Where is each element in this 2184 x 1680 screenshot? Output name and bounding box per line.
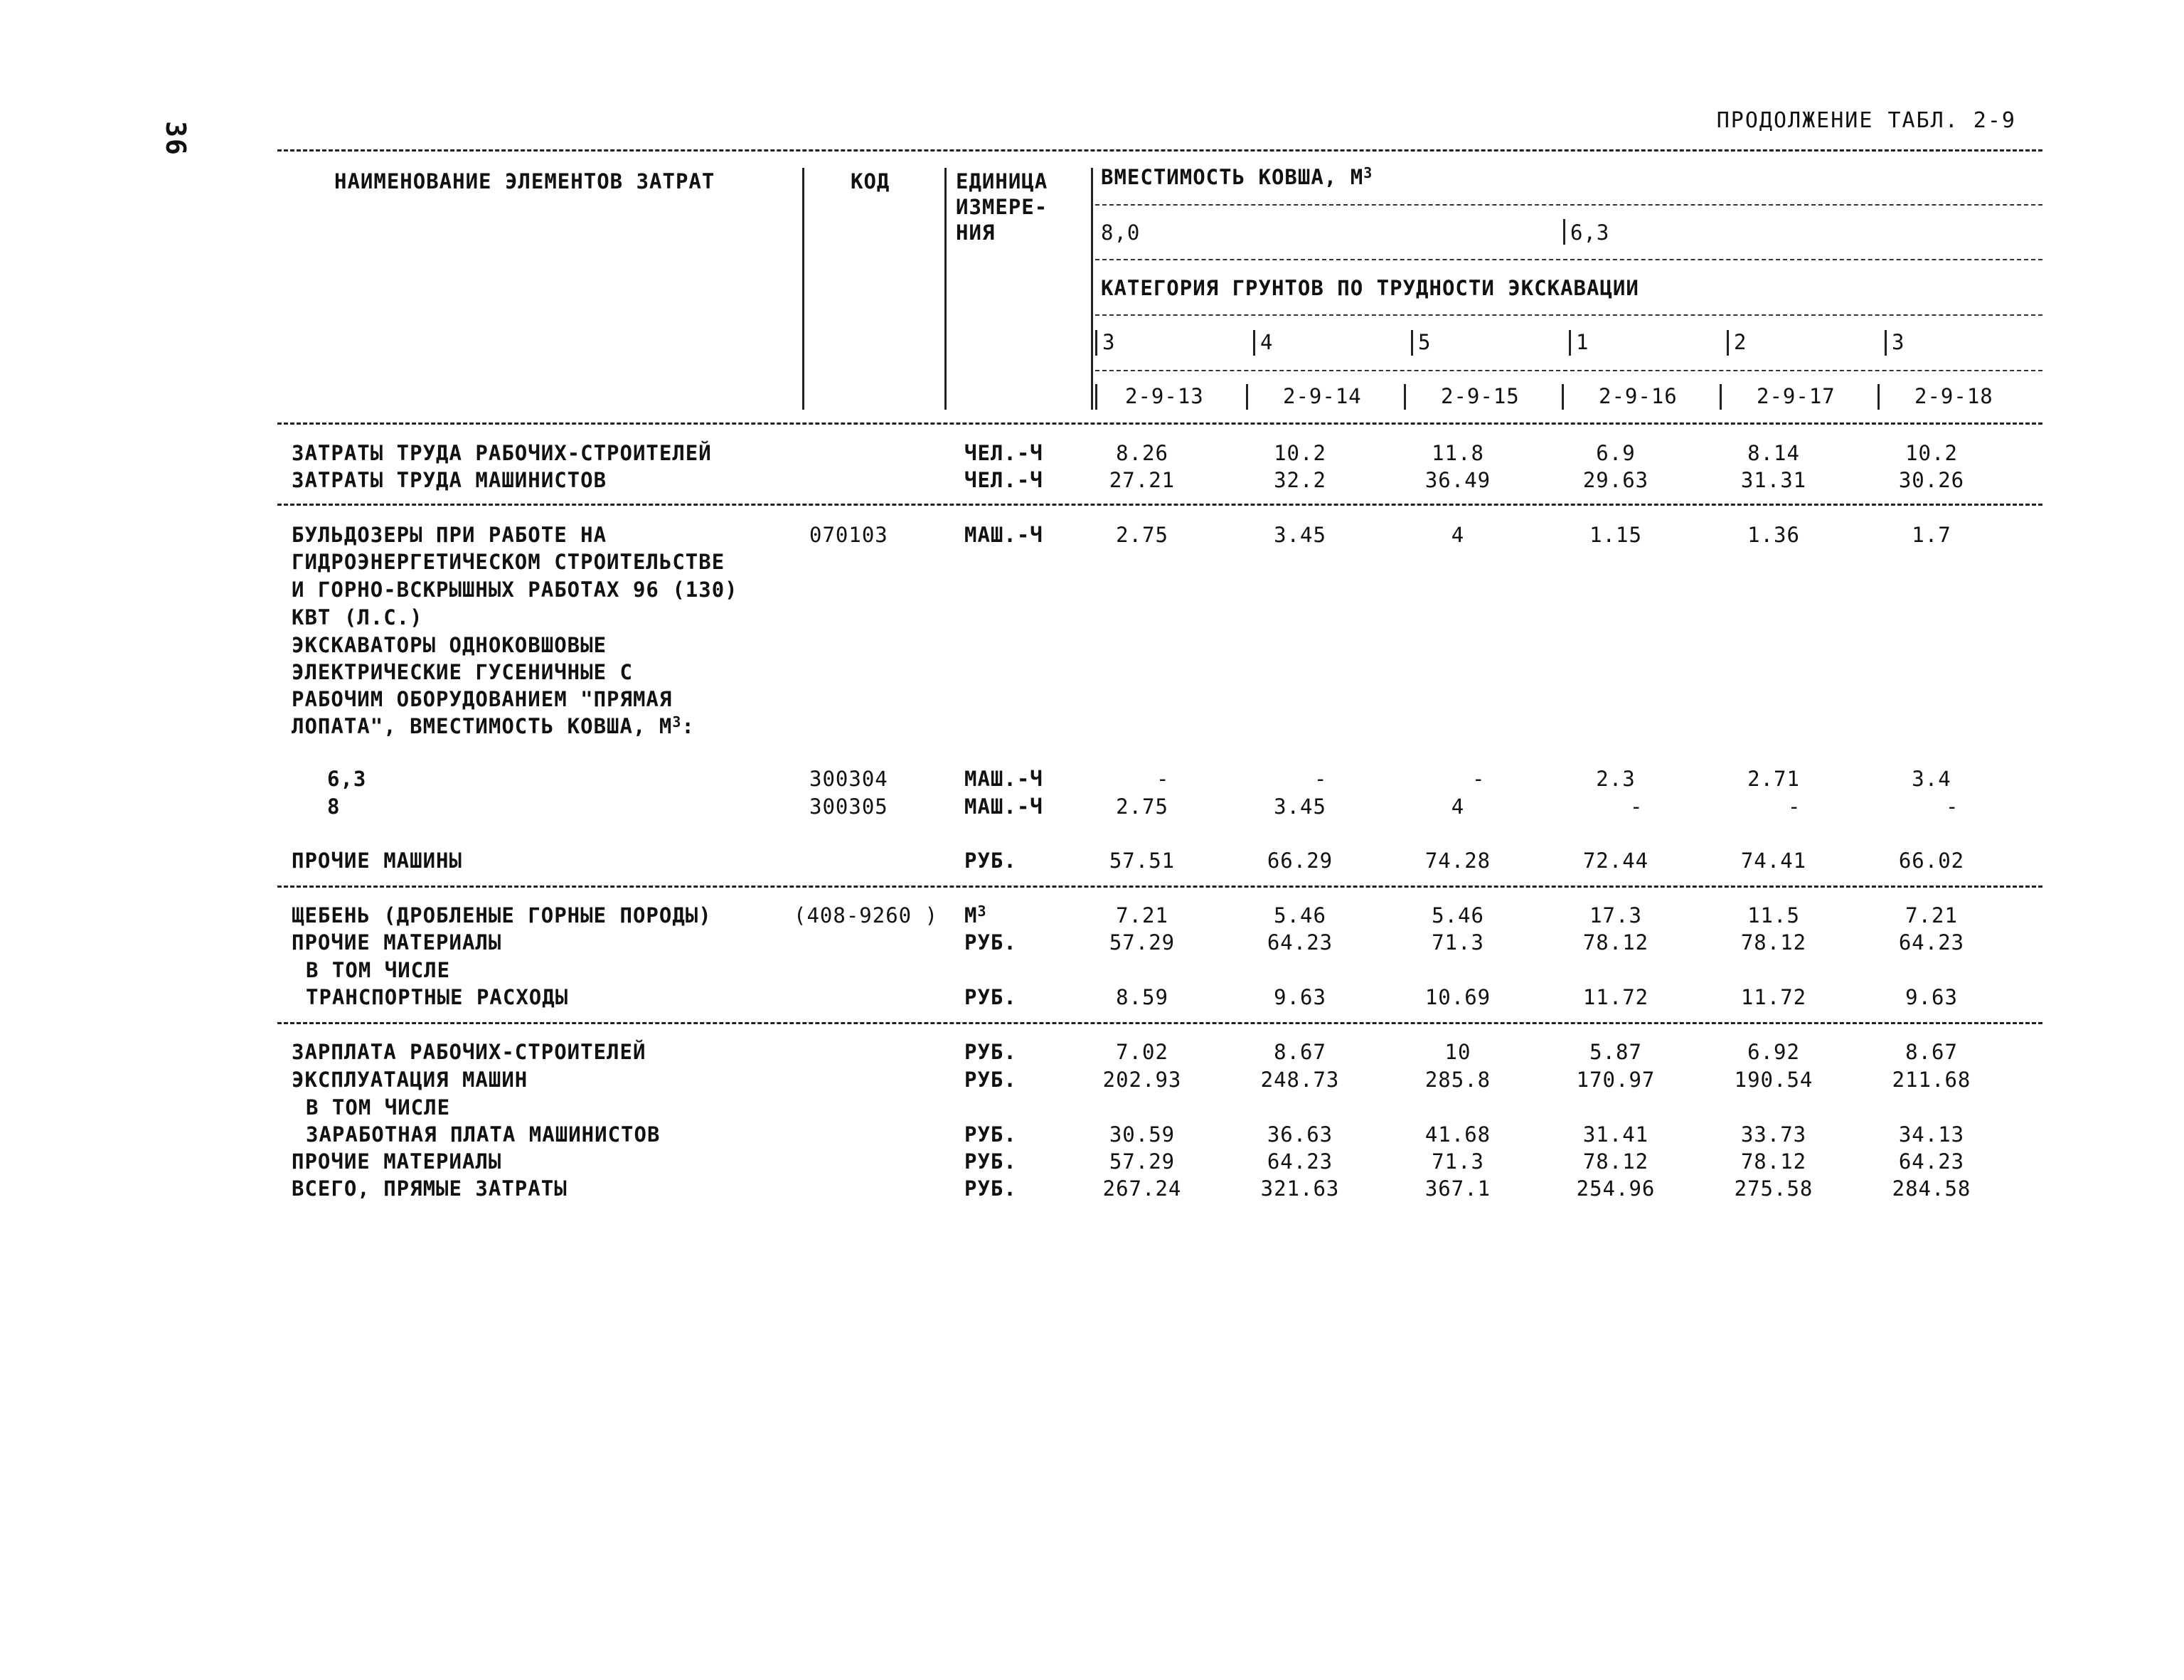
cell-value: 36.49: [1424, 468, 1491, 492]
header-unit-3: НИЯ: [956, 220, 996, 245]
cell-value: 8.26: [1116, 441, 1168, 465]
cell-value: 284.58: [1892, 1176, 1971, 1201]
cell-value: 7.02: [1116, 1040, 1168, 1064]
code-sep: [1095, 384, 1097, 410]
row-name: ПРОЧИЕ МАШИНЫ: [292, 849, 462, 873]
code-sep: [1720, 384, 1722, 410]
row-unit: ЧЕЛ.-Ч: [964, 441, 1043, 465]
cell-value: 2.75: [1116, 523, 1168, 547]
cell-value: 78.12: [1740, 930, 1807, 955]
cell-value: 1.15: [1589, 523, 1642, 547]
cell-value: 7.21: [1116, 903, 1168, 927]
cat-sep: [1885, 330, 1887, 356]
cell-value: 64.23: [1898, 1149, 1965, 1174]
cell-value: 72.44: [1582, 849, 1649, 873]
capacity-value-rule: [1095, 259, 2042, 260]
row-name: ЭЛЕКТРИЧЕСКИЕ ГУСЕНИЧНЫЕ С: [292, 660, 633, 684]
row-unit: МАШ.-Ч: [964, 794, 1043, 819]
capacity-8: 8,0: [1101, 220, 1141, 245]
category-number: 3: [1892, 330, 1905, 354]
cell-value: 17.3: [1589, 903, 1642, 927]
cat-sep: [1253, 330, 1255, 356]
cell-value: 1.7: [1912, 523, 1951, 547]
cell-value: 4: [1451, 794, 1465, 819]
category-number: 4: [1260, 330, 1274, 354]
cell-value: 33.73: [1740, 1122, 1807, 1147]
col-sep-1: [802, 168, 804, 410]
cell-value: 248.73: [1260, 1068, 1340, 1092]
cell-value: 8.67: [1274, 1040, 1326, 1064]
cell-value: 31.31: [1740, 468, 1807, 492]
cell-value: 254.96: [1576, 1176, 1656, 1201]
cell-value: 78.12: [1582, 930, 1649, 955]
cell-value: -: [1946, 794, 1959, 819]
cell-value: 41.68: [1424, 1122, 1491, 1147]
header-unit-2: ИЗМЕРЕ-: [956, 195, 1048, 219]
cell-value: 57.29: [1109, 1149, 1176, 1174]
norm-code: 2-9-14: [1283, 384, 1362, 408]
norm-code: 2-9-17: [1757, 384, 1836, 408]
cell-value: 5.46: [1432, 903, 1484, 927]
cell-value: 275.58: [1734, 1176, 1813, 1201]
norm-code: 2-9-16: [1599, 384, 1678, 408]
cell-value: 2.3: [1596, 767, 1636, 791]
cell-value: 5.87: [1589, 1040, 1642, 1064]
row-name: В ТОМ ЧИСЛЕ: [306, 958, 451, 982]
cell-value: 34.13: [1898, 1122, 1965, 1147]
cell-value: 2.71: [1747, 767, 1800, 791]
cell-value: 32.2: [1274, 468, 1326, 492]
cell-value: -: [1314, 767, 1328, 791]
code-sep: [1877, 384, 1880, 410]
col-sep-3: [1091, 168, 1093, 410]
cell-value: 190.54: [1734, 1068, 1813, 1092]
cell-value: 64.23: [1898, 930, 1965, 955]
category-number: 3: [1102, 330, 1116, 354]
cell-value: 27.21: [1109, 468, 1176, 492]
row-unit: РУБ.: [964, 1122, 1017, 1147]
cell-value: 8.67: [1905, 1040, 1958, 1064]
row-name: И ГОРНО-ВСКРЫШНЫХ РАБОТАХ 96 (130): [292, 578, 738, 602]
cell-value: 64.23: [1267, 1149, 1333, 1174]
cat-sep: [1095, 330, 1097, 356]
row-name: ЗАРПЛАТА РАБОЧИХ-СТРОИТЕЛЕЙ: [292, 1040, 646, 1064]
cell-value: 8.59: [1116, 985, 1168, 1009]
cell-value: 29.63: [1582, 468, 1649, 492]
row-name: ГИДРОЭНЕРГЕТИЧЕСКОМ СТРОИТЕЛЬСТВЕ: [292, 550, 725, 574]
category-rule: [1095, 314, 2042, 316]
header-category: КАТЕГОРИЯ ГРУНТОВ ПО ТРУДНОСТИ ЭКСКАВАЦИИ: [1101, 276, 1639, 300]
row-unit: РУБ.: [964, 849, 1017, 873]
row-name: ЩЕБЕНЬ (ДРОБЛЕНЫЕ ГОРНЫЕ ПОРОДЫ): [292, 903, 712, 927]
cell-value: 9.63: [1274, 985, 1326, 1009]
cell-value: 6.9: [1596, 441, 1636, 465]
row-unit: РУБ.: [964, 1149, 1017, 1174]
cell-value: 11.8: [1432, 441, 1484, 465]
cell-value: -: [1156, 767, 1170, 791]
cell-value: 71.3: [1432, 1149, 1484, 1174]
row-code: 300305: [809, 794, 888, 819]
row-name: ЗАТРАТЫ ТРУДА МАШИНИСТОВ: [292, 468, 607, 492]
cell-value: 6.92: [1747, 1040, 1800, 1064]
row-unit: ЧЕЛ.-Ч: [964, 468, 1043, 492]
cell-value: 66.29: [1267, 849, 1333, 873]
cat-sep: [1411, 330, 1413, 356]
row-name: В ТОМ ЧИСЛЕ: [306, 1095, 451, 1120]
cell-value: 7.21: [1905, 903, 1958, 927]
row-code: 300304: [809, 767, 888, 791]
cats-rule: [1095, 370, 2042, 371]
row-name: КВТ (Л.С.): [292, 605, 423, 629]
row-name: ПРОЧИЕ МАТЕРИАЛЫ: [292, 930, 502, 955]
cell-value: 8.14: [1747, 441, 1800, 465]
row-unit: РУБ.: [964, 985, 1017, 1009]
row-name: ВСЕГО, ПРЯМЫЕ ЗАТРАТЫ: [292, 1176, 568, 1201]
col-sep-2: [944, 168, 947, 410]
section-rule-2: [277, 886, 2042, 888]
cell-value: 74.28: [1424, 849, 1491, 873]
code-sep: [1562, 384, 1564, 410]
cell-value: -: [1472, 767, 1486, 791]
cell-value: 285.8: [1424, 1068, 1491, 1092]
row-name: 8: [327, 794, 341, 819]
cat-sep: [1727, 330, 1729, 356]
cell-value: 5.46: [1274, 903, 1326, 927]
cell-value: 10.69: [1424, 985, 1491, 1009]
row-code: (408-9260 ): [794, 903, 939, 927]
header-unit-1: ЕДИНИЦА: [956, 169, 1048, 193]
row-name: РАБОЧИМ ОБОРУДОВАНИЕМ "ПРЯМАЯ: [292, 687, 673, 711]
cell-value: 64.23: [1267, 930, 1333, 955]
row-name: ТРАНСПОРТНЫЕ РАСХОДЫ: [306, 985, 569, 1009]
row-name: 6,3: [327, 767, 367, 791]
header-name: НАИМЕНОВАНИЕ ЭЛЕМЕНТОВ ЗАТРАТ: [334, 169, 715, 193]
cell-value: 78.12: [1740, 1149, 1807, 1174]
row-name: ЗАТРАТЫ ТРУДА РАБОЧИХ-СТРОИТЕЛЕЙ: [292, 441, 712, 465]
cell-value: 202.93: [1102, 1068, 1182, 1092]
capacity-rule: [1095, 204, 2042, 206]
norm-code: 2-9-13: [1125, 384, 1204, 408]
cell-value: 31.41: [1582, 1122, 1649, 1147]
cell-value: 78.12: [1582, 1149, 1649, 1174]
cell-value: 57.29: [1109, 930, 1176, 955]
cell-value: 367.1: [1424, 1176, 1491, 1201]
section-rule-1: [277, 504, 2042, 506]
row-unit: РУБ.: [964, 1040, 1017, 1064]
cell-value: 10.2: [1905, 441, 1958, 465]
cell-value: -: [1630, 794, 1644, 819]
cell-value: 3.45: [1274, 794, 1326, 819]
row-name: ЭКСПЛУАТАЦИЯ МАШИН: [292, 1068, 528, 1092]
header-code: КОД: [851, 169, 890, 193]
cell-value: 11.72: [1582, 985, 1649, 1009]
row-unit: РУБ.: [964, 930, 1017, 955]
cell-value: 4: [1451, 523, 1465, 547]
cell-value: -: [1788, 794, 1801, 819]
cell-value: 11.5: [1747, 903, 1800, 927]
capacity-63: 6,3: [1570, 220, 1610, 245]
cell-value: 170.97: [1576, 1068, 1656, 1092]
cell-value: 3.4: [1912, 767, 1951, 791]
cell-value: 74.41: [1740, 849, 1807, 873]
page-number: 36: [159, 121, 191, 156]
row-code: 070103: [809, 523, 888, 547]
row-unit: РУБ.: [964, 1176, 1017, 1201]
cell-value: 10: [1444, 1040, 1471, 1064]
row-unit: МАШ.-Ч: [964, 523, 1043, 547]
section-rule-3: [277, 1022, 2042, 1024]
code-sep: [1404, 384, 1406, 410]
row-name: ПРОЧИЕ МАТЕРИАЛЫ: [292, 1149, 502, 1174]
cell-value: 267.24: [1102, 1176, 1182, 1201]
cell-value: 9.63: [1905, 985, 1958, 1009]
category-number: 1: [1576, 330, 1589, 354]
row-unit: РУБ.: [964, 1068, 1017, 1092]
cell-value: 30.59: [1109, 1122, 1176, 1147]
cap-sep: [1563, 219, 1565, 245]
cell-value: 11.72: [1740, 985, 1807, 1009]
category-number: 5: [1418, 330, 1432, 354]
cat-sep: [1569, 330, 1571, 356]
category-number: 2: [1734, 330, 1747, 354]
cell-value: 36.63: [1267, 1122, 1333, 1147]
header-bottom-rule: [277, 422, 2042, 425]
cell-value: 10.2: [1274, 441, 1326, 465]
cell-value: 211.68: [1892, 1068, 1971, 1092]
norm-code: 2-9-18: [1914, 384, 1993, 408]
row-unit: МАШ.-Ч: [964, 767, 1043, 791]
cell-value: 71.3: [1432, 930, 1484, 955]
cell-value: 2.75: [1116, 794, 1168, 819]
row-name: БУЛЬДОЗЕРЫ ПРИ РАБОТЕ НА: [292, 523, 607, 547]
row-unit: $М^3$: [964, 903, 987, 927]
cell-value: 321.63: [1260, 1176, 1340, 1201]
cell-value: 1.36: [1747, 523, 1800, 547]
cell-value: 57.51: [1109, 849, 1176, 873]
continuation-label: ПРОДОЛЖЕНИЕ ТАБЛ. 2-9: [1716, 108, 2016, 133]
row-name: ЛОПАТА", ВМЕСТИМОСТЬ КОВША, $М^3$:: [292, 713, 695, 738]
row-name: ЗАРАБОТНАЯ ПЛАТА МАШИНИСТОВ: [306, 1122, 661, 1147]
code-sep: [1246, 384, 1248, 410]
row-name: ЭКСКАВАТОРЫ ОДНОКОВШОВЫЕ: [292, 633, 607, 657]
header-capacity: ВМЕСТИМОСТЬ КОВША, $М^3$: [1101, 164, 1373, 189]
cell-value: 30.26: [1898, 468, 1965, 492]
header-top-rule: [277, 149, 2042, 151]
cell-value: 66.02: [1898, 849, 1965, 873]
cell-value: 3.45: [1274, 523, 1326, 547]
norm-code: 2-9-15: [1441, 384, 1520, 408]
